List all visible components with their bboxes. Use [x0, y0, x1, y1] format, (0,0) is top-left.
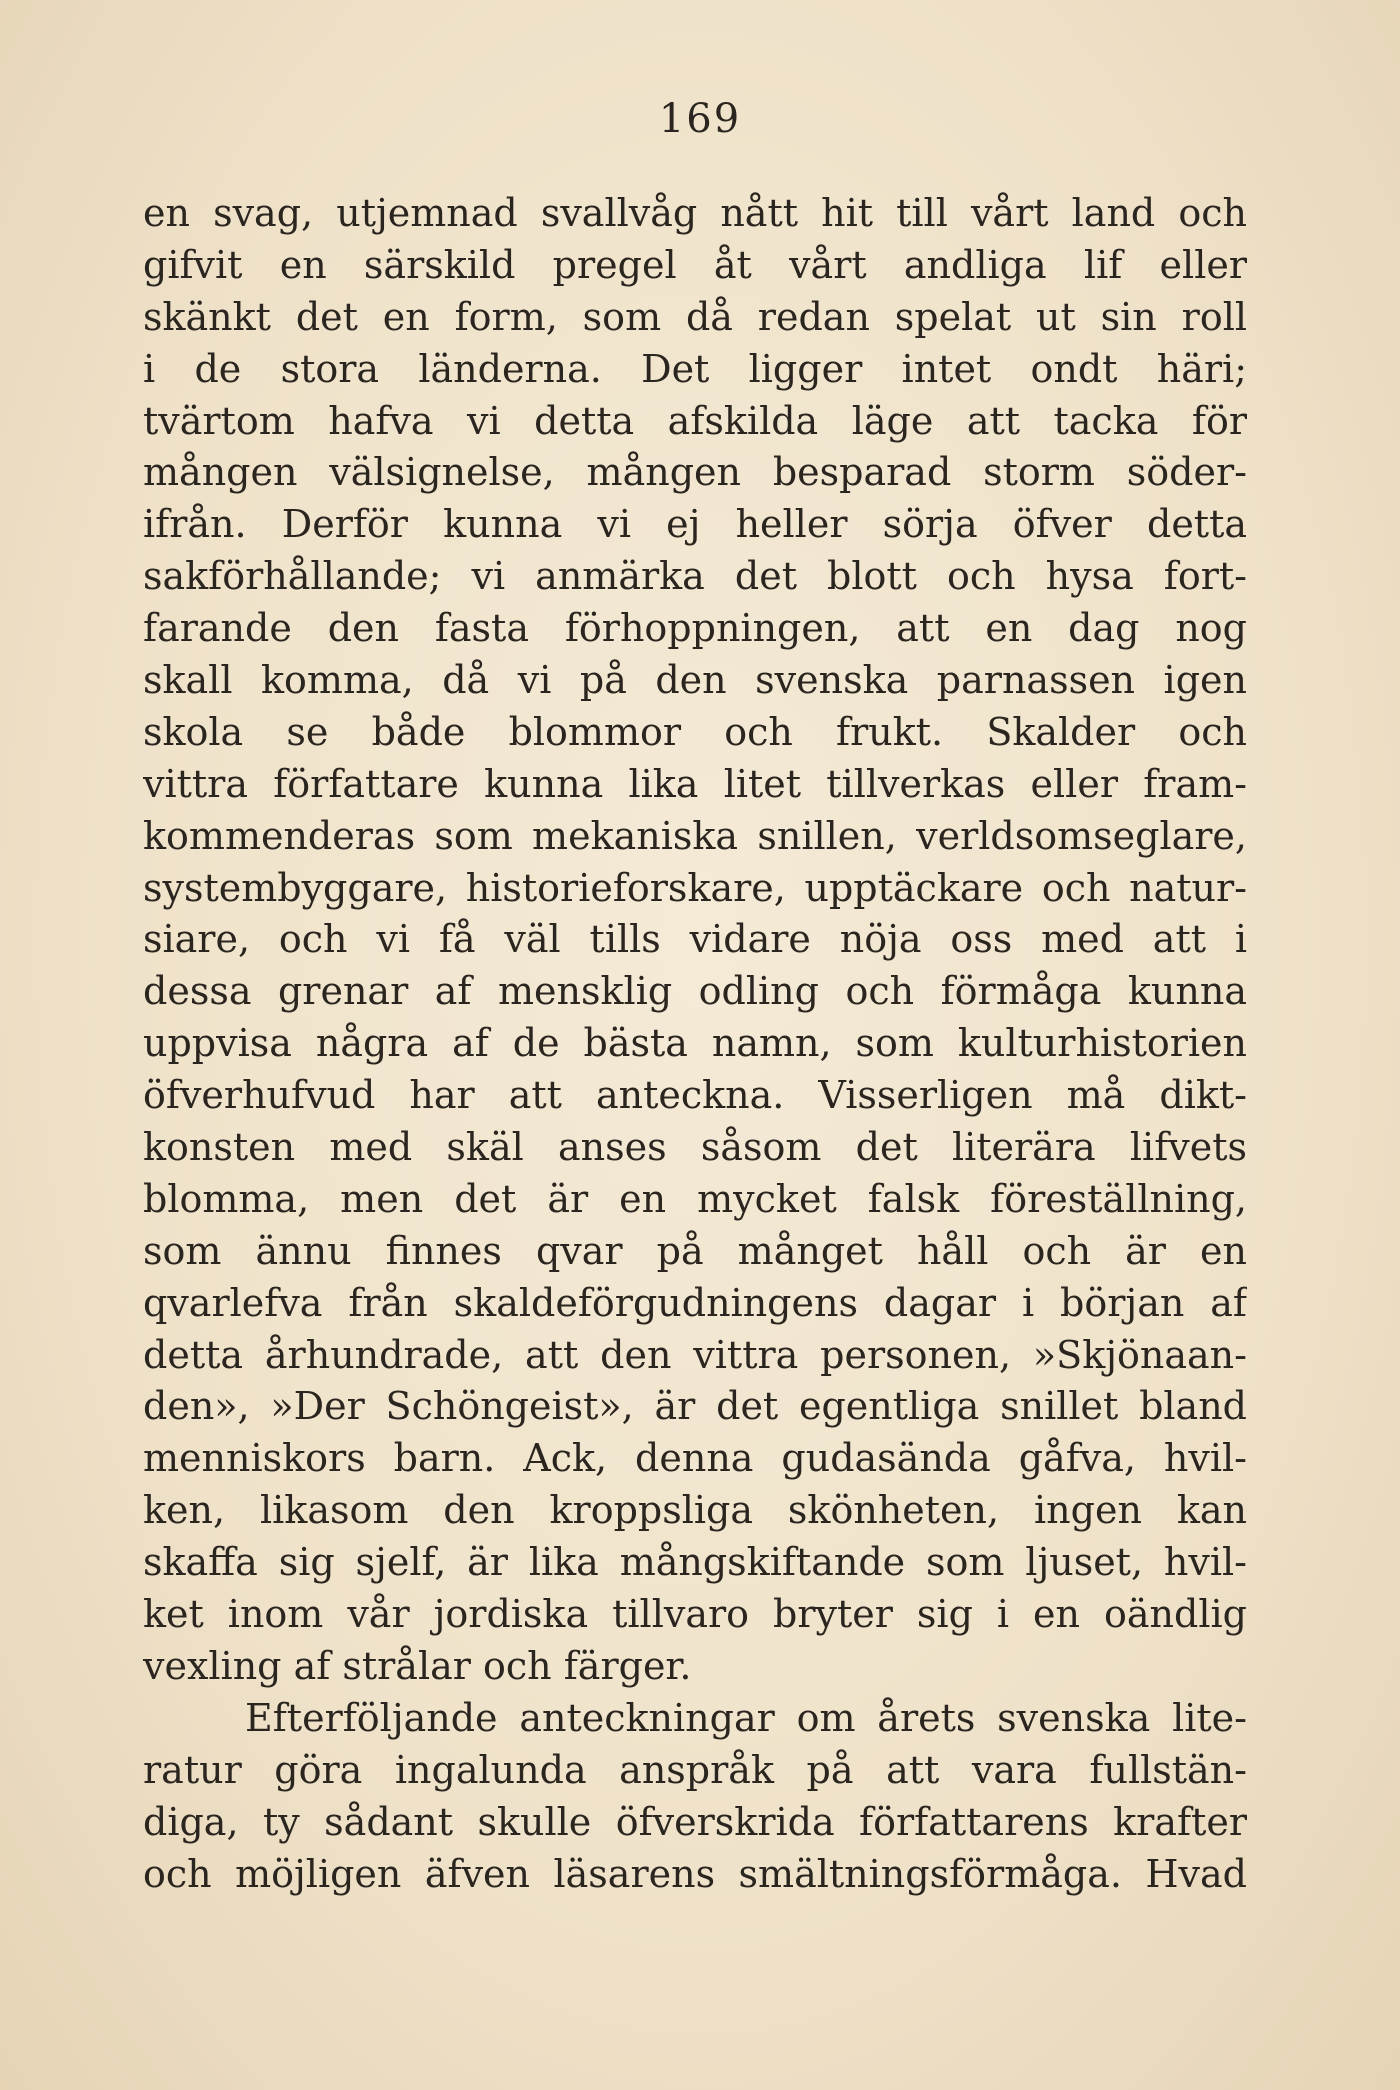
text-line: kommenderas som mekaniska snillen, verldsomseglare, [143, 813, 1247, 858]
text-line: i de stora länderna. Det ligger intet ondt häri; [143, 346, 1247, 391]
text-line: sakförhållande; vi anmärka det blott och hysa fort- [143, 554, 1247, 599]
text-line: skänkt det en form, som då redan spelat ut sin roll [143, 294, 1247, 339]
text-line: ifrån. Derför kunna vi ej heller sörja öfver detta [143, 502, 1247, 547]
text-line: farande den fasta förhoppningen, att en dag nog [143, 606, 1247, 651]
text-line: Efterföljande anteckningar om årets svenska lite- [245, 1695, 1247, 1740]
text-line: skall komma, då vi på den svenska parnassen igen [143, 658, 1247, 703]
text-line: vittra författare kunna lika litet tillverkas eller fram- [143, 761, 1247, 806]
text-line: siare, och vi få väl tills vidare nöja oss med att i [143, 917, 1247, 962]
text-line: ratur göra ingalunda anspråk på att vara fullstän- [143, 1747, 1247, 1792]
text-line: skaffa sig sjelf, är lika mångskiftande som ljuset, hvil- [143, 1540, 1247, 1585]
text-line: och möjligen äfven läsarens smältningsförmåga. Hvad [143, 1851, 1247, 1896]
text-line: systembyggare, historieforskare, upptäckare och natur- [143, 865, 1247, 910]
text-line: som ännu finnes qvar på månget håll och är en [143, 1228, 1247, 1273]
text-line: vexling af strålar och färger. [143, 1643, 692, 1688]
text-line: tvärtom hafva vi detta afskilda läge att tacka för [143, 398, 1247, 443]
text-line: konsten med skäl anses såsom det literära lifvets [143, 1125, 1247, 1170]
text-line: menniskors barn. Ack, denna gudasända gåfva, hvil- [143, 1436, 1247, 1481]
text-line: den», »Der Schöngeist», är det egentliga snillet bland [143, 1384, 1247, 1429]
paragraph-2 [143, 1693, 1247, 1901]
text-line: uppvisa några af de bästa namn, som kulturhistorien [143, 1021, 1247, 1066]
text-line: dessa grenar af mensklig odling och förmåga kunna [143, 969, 1247, 1014]
text-line: ken, likasom den kroppsliga skönheten, ingen kan [143, 1488, 1247, 1533]
text-line: mången välsignelse, mången besparad storm söder- [143, 450, 1247, 495]
text-line: detta århundrade, att den vittra personen, »Skjönaan- [143, 1332, 1247, 1377]
text-line: qvarlefva från skaldeförgudningens dagar i början af [143, 1280, 1247, 1325]
text-line: öfverhufvud har att anteckna. Visserligen må dikt- [143, 1073, 1247, 1118]
page-number: 169 [658, 96, 742, 142]
text-line: gifvit en särskild pregel åt vårt andliga lif eller [143, 242, 1247, 287]
text-line: blomma, men det är en mycket falsk föreställning, [143, 1176, 1247, 1221]
text-line: en svag, utjemnad svallvåg nått hit till vårt land och [143, 191, 1247, 235]
text-line: skola se både blommor och frukt. Skalder och [143, 709, 1247, 754]
text-line: ket inom vår jordiska tillvaro bryter sig i en oändlig [143, 1592, 1247, 1637]
body-text [143, 188, 1247, 1900]
text-line: diga, ty sådant skulle öfverskrida författarens krafter [143, 1799, 1247, 1844]
paragraph-1 [143, 188, 1247, 1693]
